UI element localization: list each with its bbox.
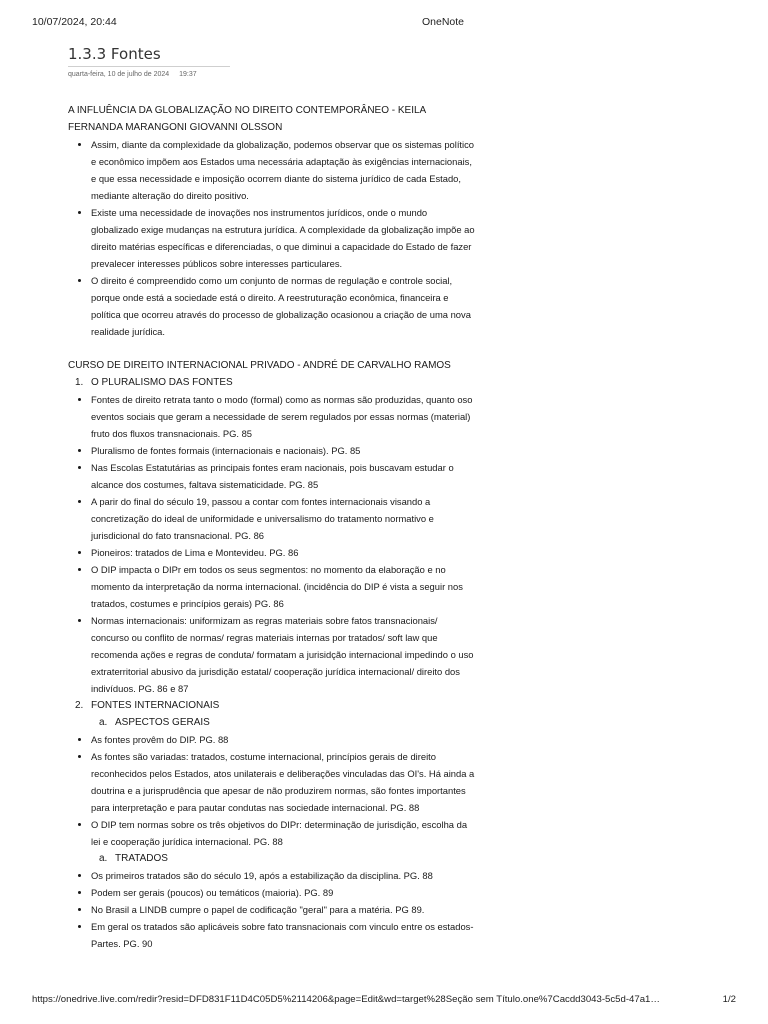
list-item: • Existe uma necessidade de inovações nos instrumentos jurídicos, onde o mundo globalizado exige mudanças na estrutura jurídica. A complexidade da globalização impõe ao direito matérias específicas e diferenciadas, o que diminui a capacidade do Estado de fazer prevalecer interesses públicos sobre interesses particulares. bbox=[91, 204, 476, 272]
bullet-list bbox=[68, 391, 476, 697]
list-item: • Normas internacionais: uniformizam as regras materiais sobre fatos transnacionais/ concurso ou conflito de normas/ regras materiais internas por tratados/ soft law que recomenda ações e regras de conduta/ formatam a jurisidção internacional impedindo o uso extraterritorial abusivo da jurisdição estatal/ cooperação jurídica internacional/ direito dos indivíduos. PG. 86 e 87 bbox=[91, 612, 476, 697]
list-item: • O DIP impacta o DIPr em todos os seus segmentos: no momento da elaboração e no momento da interpretação da norma internacional. (incidência do DIP é vista a seguir nos tratados, costumes e princípios gerais) PG. 86 bbox=[91, 561, 476, 612]
print-header bbox=[32, 16, 736, 32]
bullet-list bbox=[68, 731, 476, 850]
section-heading: A INFLUÊNCIA DA GLOBALIZAÇÃO NO DIREITO CONTEMPORÂNEO - KEILA bbox=[68, 105, 427, 116]
page-date: quarta-feira, 10 de julho de 2024 bbox=[68, 71, 170, 78]
numbered-item bbox=[68, 374, 476, 391]
lettered-item bbox=[68, 850, 476, 867]
note-content[interactable] bbox=[68, 102, 476, 952]
list-item: • Em geral os tratados são aplicáveis sobre fato transnacionais com vinculo entre os estados-Partes. PG. 90 bbox=[91, 918, 476, 952]
list-item: • Fontes de direito retrata tanto o modo (formal) como as normas são produzidas, quanto oso eventos sociais que geram a necessidade de serem regulados por essas normas (material) fruto dos fluxos transnacionais. PG. 85 bbox=[91, 391, 476, 442]
print-footer bbox=[32, 994, 736, 1008]
section-globalizacao bbox=[68, 102, 476, 340]
section-curso-dipr bbox=[68, 357, 476, 952]
page-meta bbox=[68, 71, 230, 78]
list-item: • Assim, diante da complexidade da globalização, podemos observar que os sistemas político e econômico impõem aos Estados uma necessária adaptação às exigências internacionais, e que essa necessidade e imposição ocorrem diante do sistema jurídico de cada Estado, mediante alteração do direito positivo. bbox=[91, 136, 476, 204]
list-item: • Nas Escolas Estatutárias as principais fontes eram nacionais, pois buscavam estudar o alcance dos costumes, faltava sistematicidade. PG. 85 bbox=[91, 459, 476, 493]
page-time: 19:37 bbox=[179, 71, 197, 78]
list-item: • Podem ser gerais (poucos) ou temáticos (maioria). PG. 89 bbox=[91, 884, 476, 901]
list-item: • Pluralismo de fontes formais (internacionais e nacionais). PG. 85 bbox=[91, 442, 476, 459]
page-title-block bbox=[68, 44, 230, 78]
lettered-item bbox=[68, 714, 476, 731]
item-title: TRATADOS bbox=[115, 853, 168, 864]
item-title: FONTES INTERNACIONAIS bbox=[91, 700, 220, 711]
section-heading: CURSO DE DIREITO INTERNACIONAL PRIVADO - ANDRÉ DE CARVALHO RAMOS bbox=[68, 360, 451, 371]
list-item: • As fontes são variadas: tratados, costume internacional, princípios gerais de direito reconhecidos pelos Estados, atos unilaterais e deliberações vinculadas das OI's. Há ainda a doutrina e a jurisprudência que apesar de não produzirem normas, são fontes importantes para interpretação e para pautar condutas nas sociedade internacional. PG. 88 bbox=[91, 748, 476, 816]
numbered-item bbox=[68, 697, 476, 714]
section-heading-cont: FERNANDA MARANGONI GIOVANNI OLSSON bbox=[68, 122, 283, 133]
list-item: • Pioneiros: tratados de Lima e Montevideu. PG. 86 bbox=[91, 544, 476, 561]
list-item: • O DIP tem normas sobre os três objetivos do DIPr: determinação de jurisdição, escolha da lei e cooperação jurídica internacional. PG. 88 bbox=[91, 816, 476, 850]
page-count: 1/2 bbox=[722, 994, 736, 1005]
list-item: • No Brasil a LINDB cumpre o papel de codificação "geral" para a matéria. PG 89. bbox=[91, 901, 476, 918]
page-url: https://onedrive.live.com/redir?resid=DFD831F11D4C05D5%2114206&page=Edit&wd=target%28Seção sem Título.one%7Cacdd3043-5c5d-47a1… bbox=[32, 994, 660, 1005]
item-number: 1. bbox=[75, 377, 84, 388]
item-letter: a. bbox=[99, 853, 108, 864]
list-item: • O direito é compreendido como um conjunto de normas de regulação e controle social, porque onde está a sociedade está o direito. A reestruturação econômica, financeira e política que ocorreu através do processo de globalização ocasionou a criação de uma nova realidade jurídica. bbox=[91, 272, 476, 340]
bullet-list bbox=[68, 867, 476, 952]
list-item: • A parir do final do século 19, passou a contar com fontes internacionais visando a concretização do ideal de uniformidade e universalismo do tratamento normativo e jurisdicional do fato transnacional. PG. 86 bbox=[91, 493, 476, 544]
print-app-name: OneNote bbox=[422, 16, 465, 28]
item-number: 2. bbox=[75, 700, 84, 711]
list-item: • As fontes provêm do DIP. PG. 88 bbox=[91, 731, 476, 748]
item-title: ASPECTOS GERAIS bbox=[115, 717, 210, 728]
bullet-list bbox=[68, 136, 476, 340]
item-letter: a. bbox=[99, 717, 108, 728]
spacer bbox=[68, 340, 476, 357]
item-title: O PLURALISMO DAS FONTES bbox=[91, 377, 233, 388]
list-item: • Os primeiros tratados são do século 19, após a estabilização da disciplina. PG. 88 bbox=[91, 867, 476, 884]
page-title[interactable]: 1.3.3 Fontes bbox=[68, 44, 230, 67]
print-datetime: 10/07/2024, 20:44 bbox=[32, 16, 117, 28]
